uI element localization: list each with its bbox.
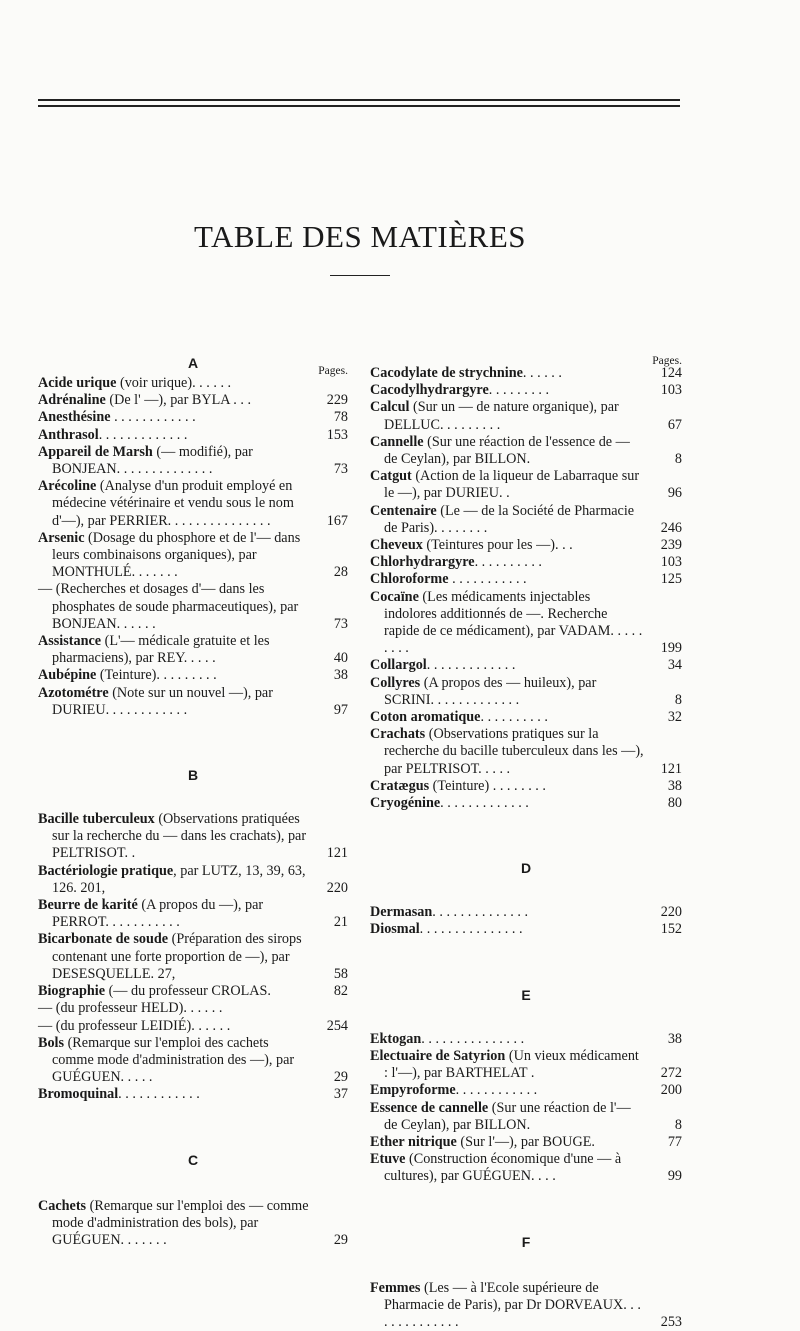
entry-keyword: Etuve bbox=[370, 1151, 406, 1168]
entry-keyword: Cryogénine bbox=[370, 795, 441, 812]
entry-keyword: Chloroforme bbox=[370, 571, 449, 588]
entry-page-number: 80 bbox=[667, 795, 682, 812]
entry-description: (Action de la liqueur de Labarraque sur le —), par DURIEU. . bbox=[384, 468, 643, 502]
index-entry bbox=[38, 633, 348, 667]
entry-page-number: 73 bbox=[333, 615, 348, 632]
index-entry bbox=[38, 897, 348, 931]
entry-page-number: 78 bbox=[333, 409, 348, 426]
entry-keyword: Electuaire de Satyrion bbox=[370, 1047, 506, 1064]
entry-description: . . . . . . . . . . bbox=[480, 709, 548, 726]
entry-page-number: 34 bbox=[667, 657, 682, 674]
left-column bbox=[38, 345, 348, 1249]
entry-page-number: 8 bbox=[674, 691, 682, 708]
entry-page-number: 121 bbox=[326, 845, 348, 862]
index-entry bbox=[370, 1031, 682, 1048]
entry-keyword: Cannelle bbox=[370, 433, 424, 450]
entry-page-number: 152 bbox=[660, 921, 682, 938]
entry-page-number: 103 bbox=[660, 554, 682, 571]
entry-keyword: Arécoline bbox=[38, 478, 97, 495]
entry-description: (Observations pratiques sur la recherche du bacille tuberculeux dans les —), par PELTRISOT. . . . . bbox=[384, 726, 648, 777]
entry-keyword: Acide urique bbox=[38, 375, 117, 391]
entry-page-number: 199 bbox=[660, 640, 682, 657]
entry-description: (Teinture). . . . . . . . . bbox=[96, 667, 217, 684]
entry-keyword: Bols bbox=[38, 1034, 65, 1051]
entry-page-number: 239 bbox=[660, 537, 682, 554]
index-entry bbox=[38, 581, 348, 633]
index-entry bbox=[370, 554, 682, 571]
index-entry bbox=[370, 468, 682, 502]
title-underline bbox=[330, 275, 390, 276]
index-entry bbox=[370, 726, 682, 778]
entry-description: (Note sur un nouvel —), par DURIEU. . . . . . . . . . . . bbox=[52, 684, 277, 718]
entry-description: (Préparation des sirops contenant une forte proportion de —), par DESESQUELLE. 27, bbox=[52, 931, 306, 982]
entry-keyword: Empyroforme bbox=[370, 1082, 456, 1099]
entry-keyword: Arsenic bbox=[38, 529, 85, 546]
entry-page-number: 29 bbox=[333, 1231, 348, 1248]
index-entry bbox=[370, 709, 682, 726]
index-entry bbox=[370, 365, 682, 382]
entry-keyword: Azotométre bbox=[38, 684, 109, 701]
index-entry bbox=[38, 1000, 348, 1017]
entry-page-number: 58 bbox=[333, 965, 348, 982]
entry-description: (— du professeur CROLAS. bbox=[105, 983, 271, 1000]
entry-page-number: 8 bbox=[674, 1116, 682, 1133]
entry-page-number: 96 bbox=[667, 485, 682, 502]
entry-page-number: 200 bbox=[660, 1082, 682, 1099]
entry-description: . . . . . . . . . . . . . . bbox=[432, 904, 529, 921]
entry-description: . . . . . . . . . bbox=[488, 382, 550, 399]
entry-description: . . . . . . bbox=[522, 365, 562, 381]
entry-description: (Sur l'—), par BOUGE. bbox=[456, 1133, 595, 1150]
entry-keyword: Essence de cannelle bbox=[370, 1099, 489, 1116]
entry-keyword: Chlorhydrargyre bbox=[370, 554, 475, 571]
section-d bbox=[370, 904, 682, 938]
entry-page-number: 125 bbox=[660, 571, 682, 588]
entry-description: (Sur une réaction de l'essence de — de Ceylan), par BILLON. bbox=[384, 433, 634, 468]
entry-description: . . . . . . . . . . . . . bbox=[426, 657, 516, 674]
index-entry bbox=[38, 685, 348, 719]
entry-keyword: Beurre de karité bbox=[38, 897, 138, 914]
index-entry bbox=[370, 589, 682, 658]
entry-keyword: Assistance bbox=[38, 633, 102, 650]
entry-description: (voir urique). . . . . . bbox=[116, 375, 232, 391]
entry-description: (Dosage du phosphore et de l'— dans leurs combinaisons organiques), par MONTHULÉ. . . . . . . bbox=[52, 529, 304, 581]
entry-description: — (Recherches et dosages d'— dans les phosphates de soude pharmaceutiques), par BONJEAN. . . . . . bbox=[38, 581, 302, 632]
index-entry bbox=[370, 795, 682, 812]
entry-keyword: Bromoquinal bbox=[38, 1086, 119, 1103]
index-entry bbox=[38, 983, 348, 1000]
section-e bbox=[370, 1031, 682, 1186]
entry-page-number: 82 bbox=[333, 983, 348, 1000]
entry-description: . . . . . . . . . . . . bbox=[110, 409, 196, 426]
entry-page-number: 246 bbox=[660, 519, 682, 536]
entry-description: — (du professeur HELD). . . . . . bbox=[38, 1000, 223, 1017]
entry-keyword: Appareil de Marsh bbox=[38, 443, 153, 460]
entry-page-number: 38 bbox=[333, 667, 348, 684]
right-column-head bbox=[370, 345, 682, 365]
entry-page-number: 220 bbox=[660, 904, 682, 921]
entry-keyword: Centenaire bbox=[370, 502, 437, 519]
entry-keyword: Collyres bbox=[370, 674, 421, 691]
index-entry bbox=[38, 1086, 348, 1103]
entry-page-number: 77 bbox=[667, 1133, 682, 1150]
entry-description: (A propos des — huileux), par SCRINI. . . . . . . . . . . . . bbox=[384, 674, 600, 708]
index-entry bbox=[370, 778, 682, 795]
entry-description: (Remarque sur l'emploi des cachets comme mode d'administration des —), par GUÉGUEN. . . . . bbox=[52, 1034, 298, 1086]
entry-page-number: 67 bbox=[667, 416, 682, 433]
index-entry bbox=[38, 1035, 348, 1087]
index-entry bbox=[38, 863, 348, 897]
index-entry bbox=[370, 1134, 682, 1151]
entry-keyword: Cacodylhydrargyre bbox=[370, 382, 489, 399]
entry-keyword: Calcul bbox=[370, 399, 410, 416]
section-a bbox=[38, 375, 348, 719]
index-entry bbox=[370, 904, 682, 921]
index-entry bbox=[370, 537, 682, 554]
index-entry bbox=[38, 1018, 348, 1035]
entry-description: . . . . . . . . . . . . . . . bbox=[419, 921, 523, 938]
section-letter-e: E bbox=[521, 986, 531, 1003]
entry-page-number: 8 bbox=[674, 451, 682, 468]
entry-description: (Sur une réaction de l'— de Ceylan), par BILLON. bbox=[384, 1099, 635, 1133]
index-entry bbox=[370, 1082, 682, 1099]
entry-page-number: 29 bbox=[333, 1069, 348, 1086]
entry-description: (De l' —), par BYLA . . . bbox=[105, 392, 251, 409]
entry-description: . . . . . . . . . . bbox=[474, 554, 542, 571]
pages-label-right: Pages. bbox=[652, 355, 682, 367]
entry-keyword: Catgut bbox=[370, 468, 412, 485]
entry-description: (Teintures pour les —). . . bbox=[422, 537, 573, 554]
entry-page-number: 32 bbox=[667, 709, 682, 726]
entry-page-number: 97 bbox=[333, 701, 348, 718]
entry-keyword: Biographie bbox=[38, 983, 106, 1000]
index-entry bbox=[370, 657, 682, 674]
section-letter-a: A bbox=[187, 355, 199, 371]
entry-description: (Le — de la Société de Pharmacie de Paris). . . . . . . . bbox=[384, 502, 638, 536]
entry-description: . . . . . . . . . . . . bbox=[455, 1082, 538, 1099]
entry-keyword: Cratægus bbox=[370, 777, 430, 794]
index-entry bbox=[370, 921, 682, 938]
entry-page-number: 153 bbox=[326, 426, 348, 443]
index-entry bbox=[370, 434, 682, 468]
section-letter-c: C bbox=[187, 1151, 199, 1168]
entry-keyword: Cachets bbox=[38, 1197, 87, 1214]
entry-description: (Analyse d'un produit employé en médecine vétérinaire et vendu sous le nom d'—), par PERRIER. . . . . . . . . . . . . . . bbox=[52, 478, 298, 529]
entry-description: . . . . . . . . . . . . bbox=[118, 1086, 200, 1103]
entry-description: — (du professeur LEIDIÉ). . . . . . bbox=[38, 1017, 231, 1034]
entry-description: (Sur un — de nature organique), par DELLUC. . . . . . . . . bbox=[384, 399, 623, 433]
entry-page-number: 229 bbox=[326, 392, 348, 409]
index-entry bbox=[370, 399, 682, 433]
entry-description: (Construction économique d'une — à cultures), par GUÉGUEN. . . . bbox=[384, 1151, 625, 1185]
entry-keyword: Collargol bbox=[370, 657, 427, 674]
entry-description: . . . . . . . . . . . . . bbox=[98, 426, 188, 443]
index-entry bbox=[370, 1151, 682, 1185]
top-rule-upper bbox=[38, 99, 680, 101]
entry-page-number: 254 bbox=[326, 1017, 348, 1034]
entry-keyword: Bactériologie pratique bbox=[38, 862, 174, 879]
entry-page-number: 167 bbox=[326, 512, 348, 529]
entry-description: (— modifié), par BONJEAN. . . . . . . . . . . . . . bbox=[52, 443, 257, 478]
entry-page-number: 38 bbox=[667, 777, 682, 794]
index-entry bbox=[370, 1048, 682, 1082]
entry-description: (Teinture) . . . . . . . . bbox=[429, 777, 546, 794]
entry-keyword: Femmes bbox=[370, 1279, 421, 1296]
index-entry bbox=[370, 382, 682, 399]
entry-description: (Observations pratiquées sur la recherche du — dans les crachats), par PELTRISOT. . bbox=[52, 811, 310, 862]
entry-keyword: Bicarbonate de soude bbox=[38, 931, 169, 948]
entry-page-number: 37 bbox=[333, 1086, 348, 1103]
entry-page-number: 28 bbox=[333, 564, 348, 581]
section-letter-f: F bbox=[521, 1233, 531, 1250]
page-title: TABLE DES MATIÈRES bbox=[193, 218, 527, 254]
entry-keyword: Cacodylate de strychnine bbox=[370, 365, 523, 381]
index-entry bbox=[38, 1198, 348, 1250]
entry-description: (A propos du —), par PERROT. . . . . . . . . . . bbox=[52, 897, 267, 931]
index-entry bbox=[370, 1280, 682, 1331]
index-entry bbox=[370, 571, 682, 588]
right-column bbox=[370, 345, 682, 1331]
index-entry bbox=[38, 444, 348, 478]
entry-description: (Remarque sur l'emploi des — comme mode d'administration des bols), par GUÉGUEN. . . . . . . bbox=[52, 1197, 313, 1248]
entry-keyword: Adrénaline bbox=[38, 392, 106, 409]
entry-keyword: Diosmal bbox=[370, 921, 420, 938]
entry-keyword: Anthrasol bbox=[38, 426, 99, 443]
index-entry bbox=[38, 811, 348, 863]
entry-page-number: 220 bbox=[326, 879, 348, 896]
entry-description: (L'— médicale gratuite et les pharmaciens), par REY. . . . . bbox=[52, 633, 274, 667]
section-b bbox=[38, 811, 348, 1103]
entry-keyword: Cocaïne bbox=[370, 588, 419, 605]
entry-description: (Un vieux médicament : l'—), par BARTHELAT . bbox=[384, 1047, 643, 1082]
index-entry bbox=[38, 667, 348, 684]
pages-label-left: Pages. bbox=[318, 365, 348, 377]
section-c-continued bbox=[370, 365, 682, 812]
entry-page-number: 38 bbox=[667, 1030, 682, 1047]
entry-keyword: Crachats bbox=[370, 726, 426, 743]
index-entry bbox=[38, 931, 348, 983]
entry-page-number: 124 bbox=[660, 365, 682, 381]
index-entry bbox=[38, 478, 348, 530]
entry-keyword: Bacille tuberculeux bbox=[38, 811, 155, 828]
entry-page-number: 253 bbox=[660, 1313, 682, 1330]
top-rule-lower bbox=[38, 105, 680, 107]
entry-keyword: Dermasan bbox=[370, 904, 433, 921]
section-f bbox=[370, 1280, 682, 1331]
entry-keyword: Coton aromatique bbox=[370, 709, 481, 726]
index-entry bbox=[38, 375, 348, 392]
entry-keyword: Ether nitrique bbox=[370, 1133, 457, 1150]
entry-page-number: 272 bbox=[660, 1065, 682, 1082]
entry-description: , par LUTZ, 13, 39, 63, 126. 201, bbox=[52, 862, 310, 896]
entry-keyword: Anesthésine bbox=[38, 409, 111, 426]
left-column-head bbox=[38, 345, 348, 375]
entry-page-number: 99 bbox=[667, 1168, 682, 1185]
index-entry bbox=[370, 503, 682, 537]
index-entry bbox=[38, 392, 348, 409]
entry-description: (Les médicaments injectables indolores additionnés de —. Recherche rapide de ce médicament), par VADAM. . . . . . . . . bbox=[384, 588, 646, 657]
entry-description: . . . . . . . . . . . bbox=[448, 571, 527, 588]
entry-keyword: Cheveux bbox=[370, 537, 423, 554]
section-letter-d: D bbox=[520, 860, 532, 877]
index-entry bbox=[370, 1100, 682, 1134]
entry-description: . . . . . . . . . . . . . . . bbox=[421, 1030, 525, 1047]
entry-page-number: 40 bbox=[333, 650, 348, 667]
entry-description: . . . . . . . . . . . . . bbox=[440, 795, 529, 812]
entry-description: (Les — à l'Ecole supérieure de Pharmacie de Paris), par Dr DORVEAUX. . . . . . . . . . . . . . bbox=[384, 1279, 645, 1330]
entry-keyword: Aubépine bbox=[38, 667, 97, 684]
entry-page-number: 121 bbox=[660, 760, 682, 777]
section-c bbox=[38, 1198, 348, 1250]
index-entry bbox=[370, 675, 682, 709]
index-entry bbox=[38, 409, 348, 426]
entry-keyword: Ektogan bbox=[370, 1030, 422, 1047]
section-letter-b: B bbox=[187, 767, 199, 784]
entry-page-number: 73 bbox=[333, 461, 348, 478]
index-entry bbox=[38, 530, 348, 582]
index-entry bbox=[38, 427, 348, 444]
entry-page-number: 103 bbox=[660, 382, 682, 399]
entry-page-number: 21 bbox=[333, 914, 348, 931]
